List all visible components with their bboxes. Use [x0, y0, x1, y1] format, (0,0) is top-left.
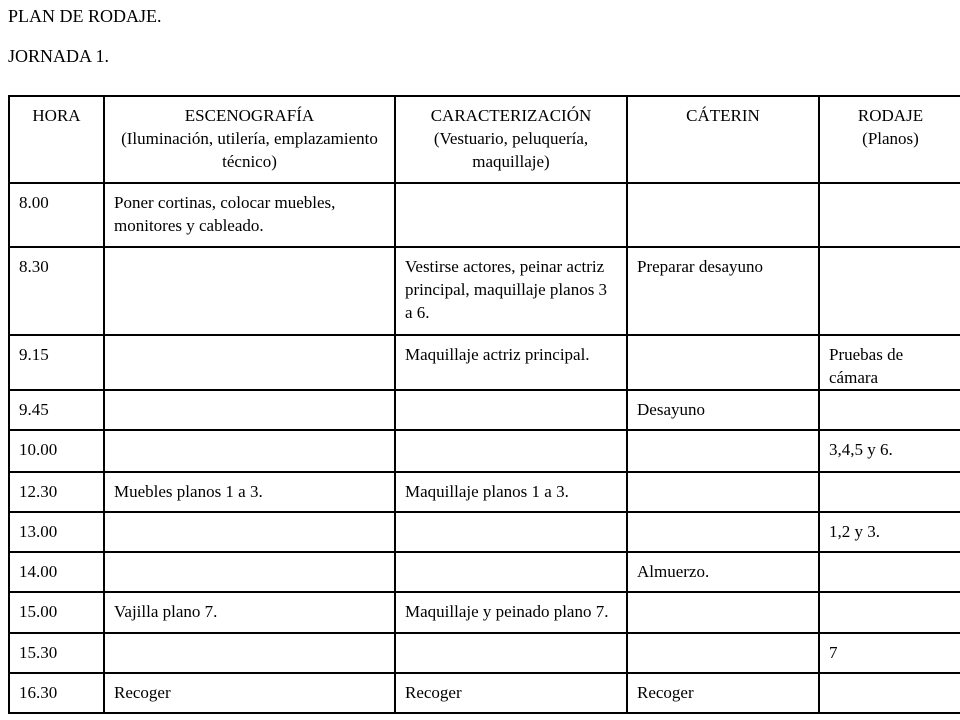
cell-escenografia	[104, 633, 395, 673]
cell-escenografia: Muebles planos 1 a 3.	[104, 472, 395, 512]
cell-escenografia	[104, 335, 395, 390]
cell-caracterizacion: Recoger	[395, 673, 627, 713]
shooting-schedule-table	[8, 95, 960, 714]
cell-caterin	[627, 430, 819, 472]
cell-rodaje	[819, 592, 960, 633]
cell-escenografia	[104, 247, 395, 335]
cell-caterin: Almuerzo.	[627, 552, 819, 592]
cell-caterin	[627, 633, 819, 673]
document-subtitle: JORNADA 1.	[8, 46, 110, 66]
cell-hora: 16.30	[9, 673, 104, 713]
cell-caterin	[627, 183, 819, 247]
table-header-row	[9, 96, 960, 183]
cell-hora: 12.30	[9, 472, 104, 512]
cell-rodaje	[819, 472, 960, 512]
cell-hora: 8.00	[9, 183, 104, 247]
table-row	[9, 335, 960, 390]
table-row	[9, 673, 960, 713]
cell-rodaje	[819, 673, 960, 713]
cell-rodaje: Pruebas de cámara	[819, 335, 960, 390]
cell-hora: 10.00	[9, 430, 104, 472]
table-row	[9, 552, 960, 592]
cell-caterin: Desayuno	[627, 390, 819, 430]
cell-caracterizacion: Maquillaje y peinado plano 7.	[395, 592, 627, 633]
table-row	[9, 430, 960, 472]
header-caracterizacion: CARACTERIZACIÓN (Vestuario, peluquería, maquillaje)	[395, 96, 627, 183]
table-row	[9, 633, 960, 673]
cell-caterin: Preparar desayuno	[627, 247, 819, 335]
cell-rodaje: 7	[819, 633, 960, 673]
cell-escenografia: Recoger	[104, 673, 395, 713]
cell-rodaje	[819, 552, 960, 592]
cell-caterin: Recoger	[627, 673, 819, 713]
cell-caracterizacion	[395, 552, 627, 592]
cell-hora: 15.30	[9, 633, 104, 673]
cell-rodaje: 1,2 y 3.	[819, 512, 960, 552]
cell-caterin	[627, 592, 819, 633]
cell-caracterizacion: Maquillaje actriz principal.	[395, 335, 627, 390]
cell-caracterizacion	[395, 633, 627, 673]
header-hora: HORA	[9, 96, 104, 183]
cell-escenografia: Vajilla plano 7.	[104, 592, 395, 633]
cell-hora: 9.15	[9, 335, 104, 390]
header-caterin: CÁTERIN	[627, 96, 819, 183]
cell-caracterizacion	[395, 183, 627, 247]
cell-caterin	[627, 512, 819, 552]
cell-caracterizacion	[395, 430, 627, 472]
cell-hora: 14.00	[9, 552, 104, 592]
table-row	[9, 512, 960, 552]
header-rodaje: RODAJE (Planos)	[819, 96, 960, 183]
cell-caracterizacion: Vestirse actores, peinar actriz principal, maquillaje planos 3 a 6.	[395, 247, 627, 335]
cell-rodaje	[819, 390, 960, 430]
cell-escenografia	[104, 430, 395, 472]
table-row	[9, 247, 960, 335]
cell-hora: 8.30	[9, 247, 104, 335]
cell-escenografia	[104, 552, 395, 592]
document-title: PLAN DE RODAJE.	[8, 6, 162, 26]
cell-caracterizacion	[395, 512, 627, 552]
cell-rodaje	[819, 247, 960, 335]
cell-escenografia	[104, 512, 395, 552]
cell-caterin	[627, 335, 819, 390]
cell-escenografia	[104, 390, 395, 430]
table-row	[9, 472, 960, 512]
cell-rodaje: 3,4,5 y 6.	[819, 430, 960, 472]
cell-rodaje	[819, 183, 960, 247]
cell-hora: 15.00	[9, 592, 104, 633]
table-row	[9, 183, 960, 247]
cell-caracterizacion	[395, 390, 627, 430]
cell-hora: 13.00	[9, 512, 104, 552]
cell-escenografia: Poner cortinas, colocar muebles, monitores y cableado.	[104, 183, 395, 247]
header-escenografia: ESCENOGRAFÍA (Iluminación, utilería, emplazamiento técnico)	[104, 96, 395, 183]
cell-caterin	[627, 472, 819, 512]
cell-caracterizacion: Maquillaje planos 1 a 3.	[395, 472, 627, 512]
cell-hora: 9.45	[9, 390, 104, 430]
table-row	[9, 592, 960, 633]
table-row	[9, 390, 960, 430]
